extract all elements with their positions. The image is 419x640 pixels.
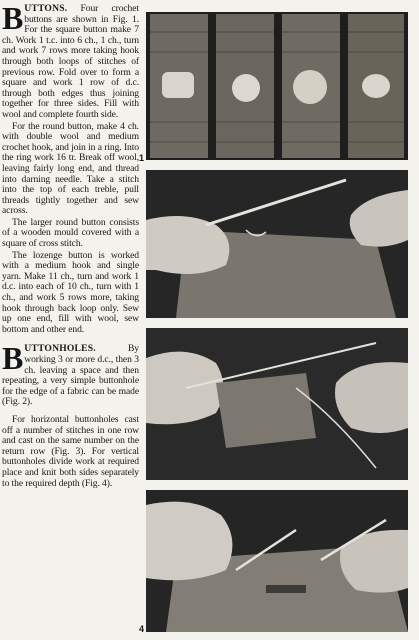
figure-4-photo [146,490,408,632]
figure-1-photo [146,12,408,160]
figure-2-photo [146,170,408,318]
paragraph: Four crochet buttons are shown in Fig. 1. For the square button make 7 ch. Work 1 t.c. into 6 ch., 1 ch., turn and work 7 rows more taking hook through both loops of stitches of previous row. Fold over to form a square and work 1 row of d.c. through both edges thus joining together for three sides. Fill with wool and complete fourth side. [2,3,139,120]
paragraph: The lozenge button is worked with a medium hook and single yarn. Make 11 ch., turn and work 1 d.c. into each of 10 ch., turn with 1 ch., and work 5 rows more, taking hook through back loop only. Sew up one end, fill with wool, sew bottom and other end. [2,249,139,335]
drop-cap: B [2,340,24,377]
figure-number: 1 [139,153,145,163]
section-buttonholes-intro [2,340,139,408]
paragraph: For the round button, make 4 ch. with double wool and medium crochet hook, and join in a ring. Into the ring work 16 tr. Break off wool, leaving fairly long end, and thread into darning needle. Take a stitch into the top of each treble, pull threads tightly together and sew across. [2,120,139,217]
text-column [2,0,139,490]
section-buttons-intro [2,0,139,121]
paragraph: For horizontal buttonholes cast off a number of stitches in one row and cast on the same number on the return row (Fig. 3). For vertical buttonholes divide work at required place and knit both sides separately to the required depth (Fig. 4). [2,413,139,489]
section-heading: UTTONS. [24,3,68,14]
figure-3-photo [146,328,408,480]
paragraph: By working 3 or more d.c., then 3 ch. leaving a space and then repeating, a very simple buttonhole for the edge of a fabric can be made (Fig. 2). [2,343,139,408]
paragraph: The larger round button consists of a wooden mould covered with a square of cross stitch. [2,216,139,250]
section-heading: UTTONHOLES. [24,343,96,355]
drop-cap: B [2,0,24,36]
figure-number: 4 [139,624,145,634]
